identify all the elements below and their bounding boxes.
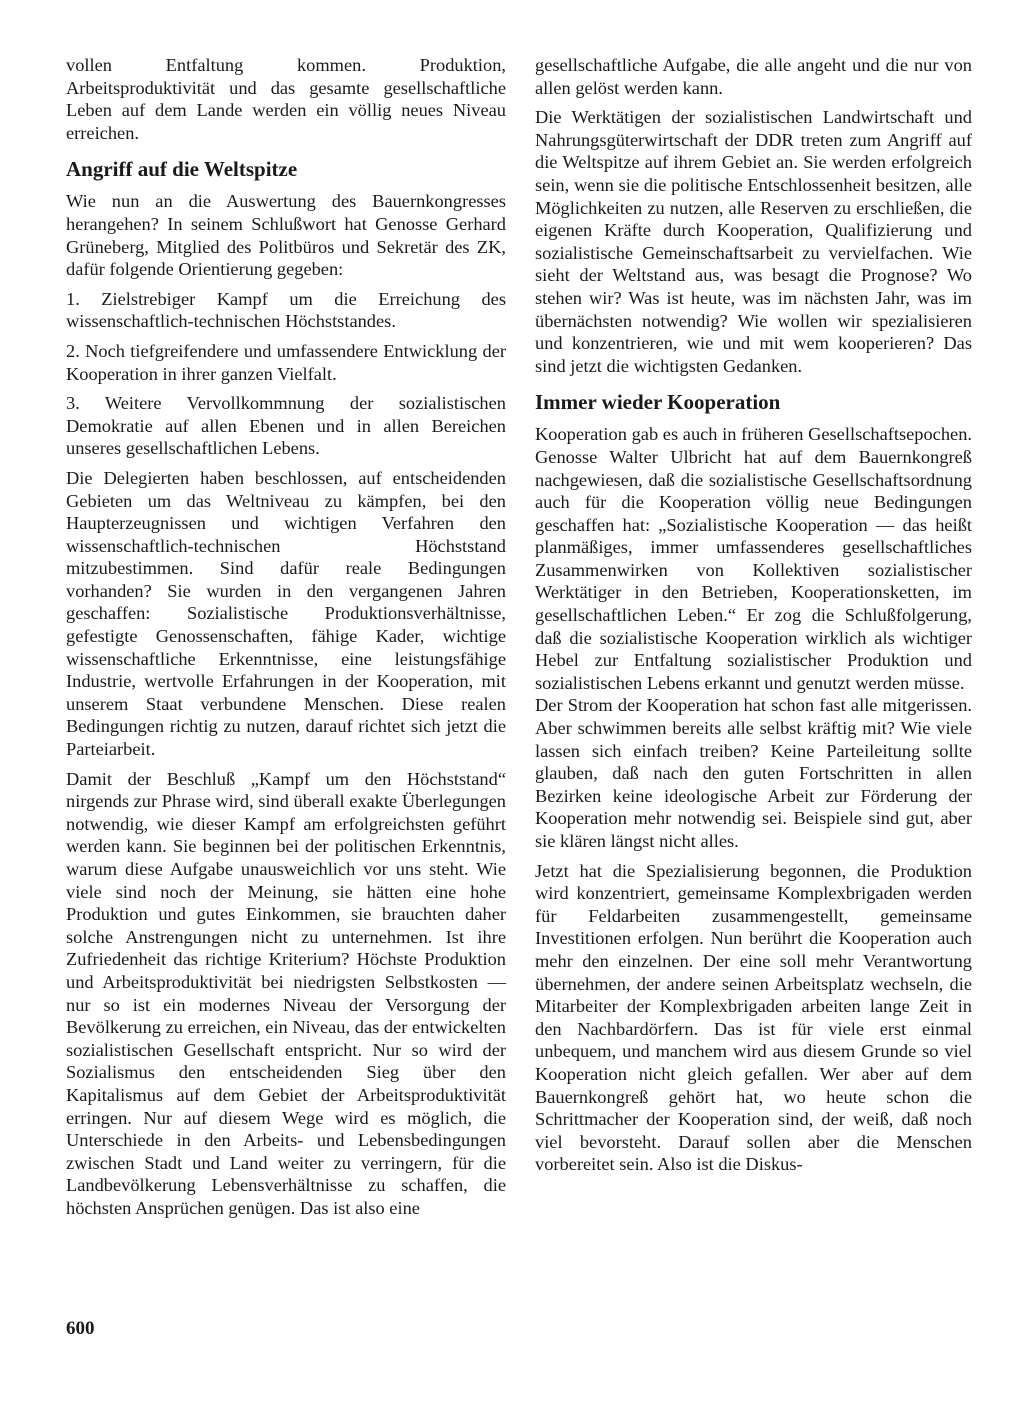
- left-intro-paragraph: vollen Entfaltung kommen. Produktion, Arbeitsproduktivität und das gesamte gesellschaftliche Leben auf dem Lande werden ein völlig neues Niveau erreichen.: [66, 55, 506, 143]
- right-paragraph-3: Der Strom der Kooperation hat schon fast alle mitgerissen. Aber schwimmen bereits alle selbst kräftig mit? Wie viele lassen sich einfach treiben? Keine Parteileitung sollte glauben, daß nach den guten Fortschritten in allen Bezirken keine ideologische Arbeit zur Förderung der Kooperation mehr notwendig sei. Beispiele sind gut, aber sie klären längst nicht alles.: [535, 695, 972, 851]
- left-column: [66, 54, 506, 1227]
- section-heading-weltspitze: Angriff auf die Weltspitze: [66, 157, 298, 182]
- right-paragraph-1: Die Werktätigen der sozialistischen Landwirtschaft und Nahrungsgüterwirtschaft der DDR treten zum Angriff auf die Weltspitze auf ihrem Gebiet an. Sie werden erfolgreich sein, wenn sie die politische Entschlossenheit besitzen, alle Möglichkeiten zu nutzen, alle Reserven zu erschließen, die eigenen Kräfte durch Kooperation, Qualifizierung und sozialistische Gemeinschaftsarbeit zu vervielfachen. Wie sieht der Weltstand aus, was besagt die Prognose? Wo stehen wir? Was ist heute, was im nächsten Jahr, was im übernächsten notwendig? Wie wollen wir spezialisieren und konzentrieren, wie und mit wem kooperieren? Das sind jetzt die wichtigsten Gedanken.: [535, 107, 972, 376]
- list-item-2: 2. Noch tiefgreifendere und umfassendere Entwicklung der Kooperation in ihrer ganzen Vielfalt.: [66, 340, 506, 384]
- left-paragraph-2: Die Delegierten haben beschlossen, auf entscheidenden Gebieten um das Weltniveau zu kämpfen, bei den Haupterzeugnissen und wichtigen Verfahren den wissenschaftlich-technischen Höchststand mitzubestimmen. Sind dafür reale Bedingungen vorhanden? Sie wurden in den vergangenen Jahren geschaffen: Sozialistische Produktionsverhältnisse, gefestigte Genossenschaften, fähige Kader, wichtige wissenschaftliche Erkenntnisse, eine leistungsfähige Industrie, wertvolle Erfahrungen in der Kooperation, mit unserem Staat verbundene Menschen. Diese realen Bedingungen richtig zu nutzen, darauf richtet sich jetzt die Parteiarbeit.: [66, 467, 506, 760]
- right-intro-paragraph: gesellschaftliche Aufgabe, die alle angeht und die nur von allen gelöst werden kann.: [535, 55, 972, 98]
- page-number: 600: [66, 1318, 95, 1339]
- left-paragraph-1: Wie nun an die Auswertung des Bauernkongresses herangehen? In seinem Schlußwort hat Genosse Gerhard Grüneberg, Mitglied des Politbüros und Sekretär des ZK, dafür folgende Orientierung gegeben:: [66, 191, 506, 280]
- left-paragraph-3: Damit der Beschluß „Kampf um den Höchststand“ nirgends zur Phrase wird, sind überall exakte Überlegungen notwendig, wie dieser Kampf am erfolgreichsten geführt werden kann. Sie beginnen bei der politischen Erkenntnis, warum diese Aufgabe unausweichlich vor uns steht. Wie viele sind noch der Meinung, sie hätten eine hohe Produktion und gutes Einkommen, sie brauchten daher solche Anstrengungen nicht zu unternehmen. Ist ihre Zufriedenheit das richtige Kriterium? Höchste Produktion und Arbeitsproduktivität bei niedrigsten Selbstkosten — nur so ist ein modernes Niveau der Versorgung der Bevölkerung zu erreichen, ein Niveau, das der entwickelten sozialistischen Gesellschaft entspricht. Nur so wird der Sozialismus den entscheidenden Sieg über den Kapitalismus auf dem Gebiet der Arbeitsproduktivität erringen. Nur auf diesem Wege wird es möglich, die Unterschiede in den Arbeits- und Lebensbedingungen zwischen Stadt und Land weiter zu verringern, für die Landbevölkerung Lebensverhältnisse zu schaffen, die höchsten Ansprüchen genügen. Das ist also eine: [66, 768, 506, 1218]
- right-paragraph-2: Kooperation gab es auch in früheren Gesellschaftsepochen. Genosse Walter Ulbricht hat auf dem Bauernkongreß nachgewiesen, daß die sozialistische Gesellschaftsordnung auch für die Kooperation völlig neue Bedingungen geschaffen hat: „Sozialistische Kooperation — das heißt planmäßiges, immer umfassenderes gesellschaftliches Zusammenwirken von Kollektiven sozialistischer Werktätiger in den Betrieben, Kooperationsketten, im gesellschaftlichen Leben.“ Er zog die Schlußfolgerung, daß die sozialistische Kooperation wirklich als wichtiger Hebel zur Entfaltung sozialistischer Produktion und sozialistischen Lebens erkannt und genutzt werden müsse.: [535, 424, 972, 693]
- right-column: [535, 54, 972, 1183]
- list-item-1: 1. Zielstrebiger Kampf um die Erreichung des wissenschaftlich-technischen Höchststandes.: [66, 288, 506, 332]
- list-item-3: 3. Weitere Vervollkommnung der sozialistischen Demokratie auf allen Ebenen und in allen Bereichen unseres gesellschaftlichen Lebens.: [66, 393, 506, 459]
- section-heading-kooperation: Immer wieder Kooperation: [535, 390, 781, 415]
- right-paragraph-4: Jetzt hat die Spezialisierung begonnen, die Produktion wird konzentriert, gemeinsame Komplexbrigaden werden für Feldarbeiten zusammengestellt, gemeinsame Investitionen erfolgen. Nun berührt die Kooperation auch mehr den einzelnen. Der eine soll mehr Verantwortung übernehmen, der andere seinen Arbeitsplatz wechseln, die Mitarbeiter der Komplexbrigaden arbeiten lange Zeit in den Nachbardörfern. Das ist für viele erst einmal unbequem, und manchem wird aus diesem Grunde so viel Kooperation nicht gleich gefallen. Wer aber auf dem Bauernkongreß gehört hat, wo heute schon die Schrittmacher der Kooperation sind, der weiß, daß noch viel bevorsteht. Darauf sollen aber die Menschen vorbereitet sein. Also ist die Diskus-: [535, 860, 972, 1175]
